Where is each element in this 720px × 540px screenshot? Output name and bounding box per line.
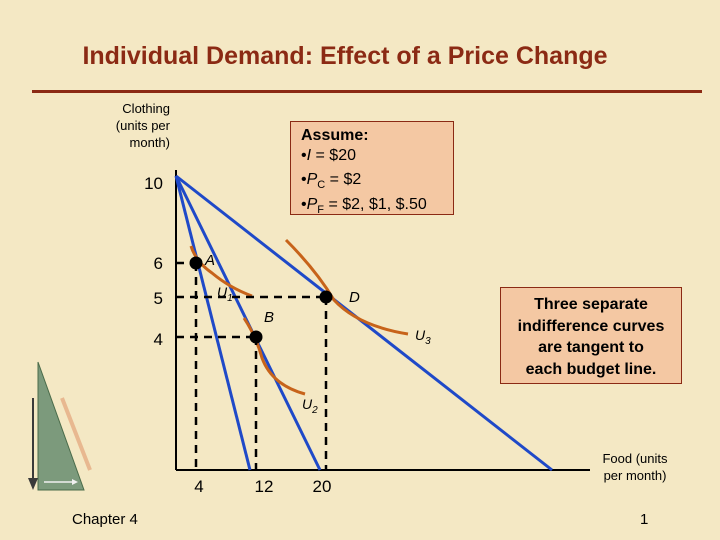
curve-label-u3-name: U <box>415 327 426 343</box>
y-tick-label: 6 <box>153 254 163 273</box>
y-axis-label-line: Clothing <box>122 101 170 116</box>
decorative-triangle-shape <box>38 362 84 490</box>
assumption-income <box>301 146 443 170</box>
decorative-triangle <box>28 362 90 490</box>
budget-line-pf-2 <box>176 176 250 470</box>
point-label-d: D <box>349 289 360 306</box>
indifference-curve-u2 <box>244 318 305 394</box>
footer-page-number: 1 <box>640 511 649 528</box>
curve-label-u2 <box>302 396 318 416</box>
curve-label-u2-name: U <box>302 396 313 412</box>
curve-label-u1-sub: 1 <box>227 293 233 304</box>
tangency-point-a <box>190 257 203 270</box>
note-line: each budget line. <box>525 360 657 378</box>
assumption-value: = $2, $1, $.50 <box>324 196 427 214</box>
decorative-arrow-head <box>28 478 38 490</box>
y-axis-label-line: month) <box>129 135 170 150</box>
assumption-price-food <box>301 195 443 220</box>
assumption-var: I <box>306 147 312 164</box>
y-tick-label: 4 <box>153 330 163 349</box>
bullet: • <box>301 196 307 214</box>
tangency-point-d <box>320 291 333 304</box>
y-tick-label: 5 <box>153 289 163 308</box>
assumptions-header: Assume: <box>301 127 369 144</box>
curve-label-u1-name: U <box>217 284 228 300</box>
bullet: • <box>301 171 307 189</box>
assumption-value: = $20 <box>311 147 356 164</box>
assumption-var: P <box>306 196 318 214</box>
curve-label-u3 <box>415 327 431 347</box>
x-axis-label-line: Food (units <box>602 451 668 466</box>
point-label-b: B <box>264 309 275 326</box>
note-line: Three separate <box>534 296 648 313</box>
curve-label-u2-sub: 2 <box>312 405 318 416</box>
y-axis-label-line: (units per <box>115 118 170 133</box>
assumption-price-clothing <box>301 170 443 195</box>
x-tick-label: 12 <box>254 477 274 496</box>
note-line: are tangent to <box>538 339 644 356</box>
tangency-point-b <box>250 331 263 344</box>
note-box <box>500 287 682 384</box>
assumption-var: P <box>306 171 318 189</box>
note-line: indifference curves <box>517 317 665 335</box>
x-tick-label: 20 <box>312 477 332 496</box>
curve-label-u3-sub: 3 <box>425 336 431 347</box>
assumption-value: = $2 <box>325 171 362 189</box>
indifference-curve-u3 <box>286 240 408 334</box>
bullet: • <box>301 147 307 164</box>
footer-chapter: Chapter 4 <box>72 511 138 528</box>
assumption-sub: C <box>317 179 326 192</box>
y-tick-label: 10 <box>144 174 163 193</box>
assumption-sub: F <box>317 204 325 217</box>
x-tick-label: 4 <box>194 477 204 496</box>
x-axis-label-line: per month) <box>603 468 667 483</box>
point-label-a: A <box>205 252 216 269</box>
assumptions-box <box>290 121 454 215</box>
slide-title: Individual Demand: Effect of a Price Change <box>82 42 608 70</box>
